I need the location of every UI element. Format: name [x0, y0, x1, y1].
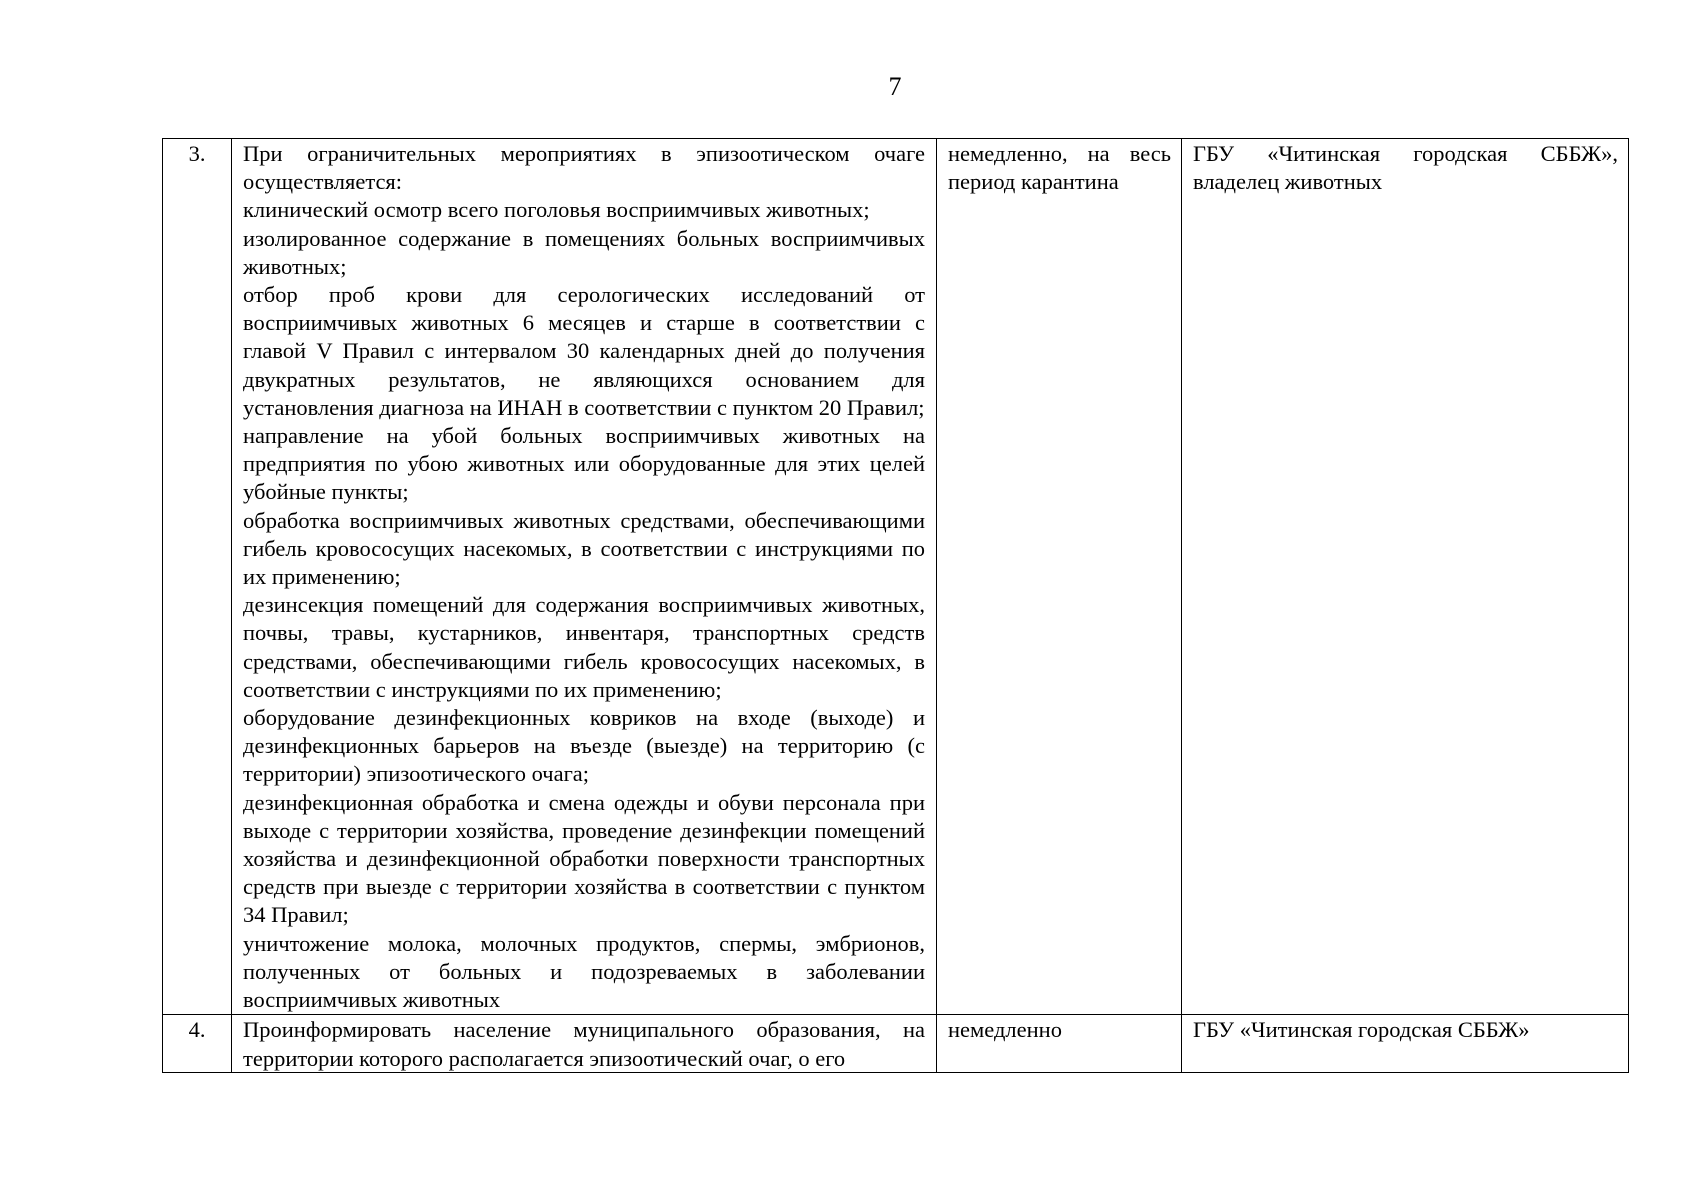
term-cell: [937, 1015, 1182, 1073]
action-cell: [232, 1015, 937, 1073]
action-paragraph: направление на убой больных восприимчивых животных на предприятия по убою животных или оборудованные для этих целей убойные пункты;: [243, 423, 925, 505]
action-paragraph: уничтожение молока, молочных продуктов, спермы, эмбрионов, полученных от больных и подозреваемых в заболевании восприимчивых животных: [243, 930, 925, 1013]
term-cell: [937, 139, 1182, 1015]
table-row: [163, 1015, 1629, 1073]
row-number-cell: [163, 139, 232, 1015]
measures-table: [162, 138, 1629, 1073]
action-paragraph: Проинформировать население муниципального образования, на территории которого располагается эпизоотический очаг, о его: [243, 1017, 925, 1071]
action-cell: [232, 139, 937, 1015]
action-paragraph: обработка восприимчивых животных средствами, обеспечивающими гибель кровососущих насекомых, в соответствии с инструкциями по их применению;: [243, 507, 925, 590]
row-number-cell: [163, 1015, 232, 1073]
responsible-cell: [1182, 139, 1629, 1015]
action-text-clip: [243, 1016, 925, 1072]
responsible-text: ГБУ «Читинская городская СББЖ»: [1193, 1017, 1530, 1043]
action-paragraph: отбор проб крови для серологических исследований от восприимчивых животных 6 месяцев и старше в соответствии с главой V Правил с интервалом 30 календарных дней до получения двукратных результатов, не являющихся основанием для установления диагноза на ИНАН в соответствии с пунктом 20 Правил;: [243, 282, 925, 420]
action-paragraph: изолированное содержание в помещениях больных восприимчивых животных;: [243, 225, 925, 279]
table-row: [163, 139, 1629, 1015]
term-text: немедленно: [948, 1017, 1062, 1043]
responsible-text: ГБУ «Читинская городская СББЖ», владелец животных: [1193, 141, 1618, 195]
row-number: 3.: [188, 141, 206, 166]
row-number: 4.: [188, 1017, 206, 1043]
action-paragraph: дезинсекция помещений для содержания восприимчивых животных, почвы, травы, кустарников, инвентаря, транспортных средств средствами, обеспечивающими гибель кровососущих насекомых, в соответствии с инструкциями по их применению;: [243, 592, 925, 702]
action-paragraph: оборудование дезинфекционных ковриков на входе (выходе) и дезинфекционных барьеров на въезде (выезде) на территорию (с территории) эпизоотического очага;: [243, 705, 925, 787]
term-text: немедленно, на весь период карантина: [948, 141, 1171, 195]
action-paragraph: При ограничительных мероприятиях в эпизоотическом очаге осуществляется:: [243, 141, 925, 195]
page-number: 7: [888, 72, 902, 101]
responsible-cell: [1182, 1015, 1629, 1073]
action-paragraph: дезинфекционная обработка и смена одежды и обуви персонала при выходе с территории хозяйства, проведение дезинфекции помещений хозяйства и дезинфекционной обработки поверхности транспортных средств при выезде с территории хозяйства в соответствии с пунктом 34 Правил;: [243, 789, 925, 928]
action-paragraph: клинический осмотр всего поголовья восприимчивых животных;: [243, 197, 870, 223]
